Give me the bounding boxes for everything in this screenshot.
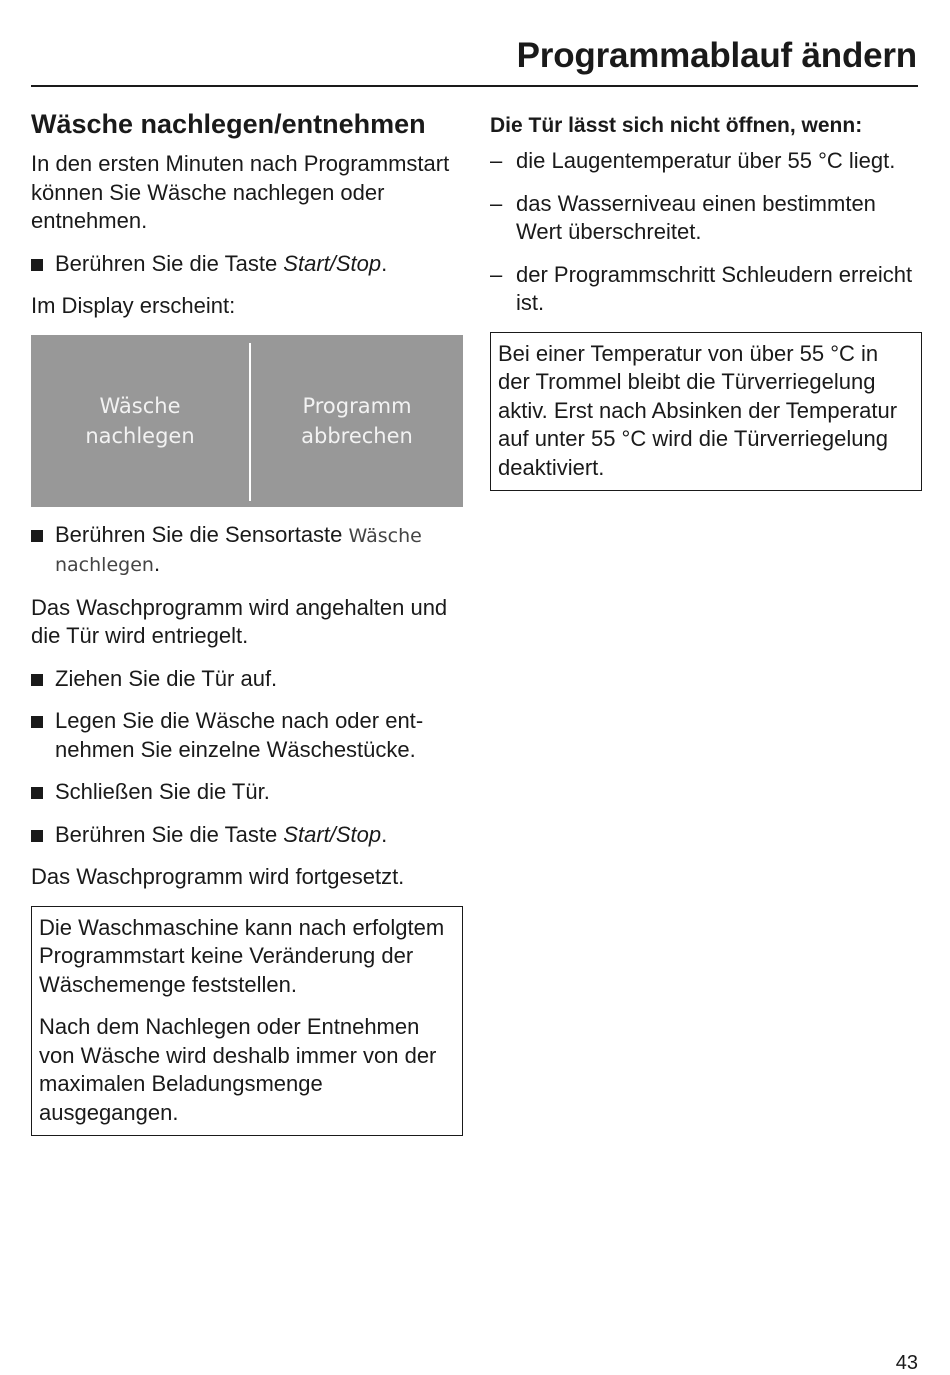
display-key-waesche-nachlegen[interactable] xyxy=(31,391,249,451)
display-key-programm-abbrechen[interactable] xyxy=(251,391,463,451)
display-intro: Im Display erscheint: xyxy=(31,293,236,319)
list-item xyxy=(490,147,922,176)
step-end: . xyxy=(381,821,388,847)
step-end: . xyxy=(381,250,388,276)
paragraph-continued: Das Waschprogramm wird fortgesetzt. xyxy=(31,864,405,890)
square-bullet-icon xyxy=(31,787,43,799)
square-bullet-icon xyxy=(31,830,43,842)
square-bullet-icon xyxy=(31,674,43,686)
left-column xyxy=(31,108,463,1136)
key-name: Start/Stop xyxy=(283,250,382,276)
right-column xyxy=(490,108,922,491)
step-text: Berühren Sie die Sensortaste xyxy=(55,521,349,547)
display-key-label-line1: Wäsche xyxy=(99,393,181,418)
step-text: Berühren Sie die Taste xyxy=(55,250,284,276)
note-paragraph: Die Waschmaschine kann nach erfolgtem Programmstart keine Veränderung der Wäschemenge feststellen. xyxy=(39,914,445,997)
step-touch-sensor-key xyxy=(31,521,463,580)
dash-bullet: – xyxy=(490,261,503,287)
note-box-load-detection xyxy=(31,906,463,1137)
section-heading: Wäsche nachlegen/entnehmen xyxy=(31,109,426,139)
step-text: Berühren Sie die Taste xyxy=(55,821,284,847)
step-touch-start-stop xyxy=(31,250,463,279)
step-end: . xyxy=(153,551,161,577)
step-open-door xyxy=(31,665,463,694)
list-item-text: das Wasserniveau einen bestimmten Wert überschreitet. xyxy=(516,190,876,245)
note-paragraph: Nach dem Nachlegen oder Entnehmen von Wäsche wird deshalb immer von der maximalen Beladungsmenge ausgegangen. xyxy=(39,1014,437,1125)
note-paragraph: Bei einer Temperatur von über 55 °C in der Trommel bleibt die Türverriegelung aktiv. Erst nach Absinken der Temperatur auf unter 55 °C wird die Türverriegelung deaktiviert. xyxy=(498,340,898,480)
list-item xyxy=(490,261,922,318)
list-item-text: die Laugentemperatur über 55 °C liegt. xyxy=(516,148,896,174)
step-touch-start-stop-again xyxy=(31,821,463,850)
intro-paragraph: In den ersten Minuten nach Programmstart können Sie Wäsche nachlegen oder entnehmen. xyxy=(31,151,450,234)
step-close-door xyxy=(31,778,463,807)
note-box-temperature xyxy=(490,332,922,492)
step-text: Schließen Sie die Tür. xyxy=(55,779,270,805)
page-title: Programmablauf ändern xyxy=(516,36,917,75)
display-key-label-line1: Programm xyxy=(302,393,412,418)
door-conditions-list xyxy=(490,147,922,318)
page-number: 43 xyxy=(895,1352,918,1374)
sensor-key-name: Wäsche nachlegen xyxy=(55,524,422,577)
list-item xyxy=(490,190,922,247)
step-text: Legen Sie die Wäsche nach oder entnehmen Sie einzelne Wäschestücke. xyxy=(55,708,424,762)
step-text: Ziehen Sie die Tür auf. xyxy=(55,665,278,691)
list-item-text: der Programmschritt Schleudern erreicht ist. xyxy=(516,261,913,316)
door-heading: Die Tür lässt sich nicht öffnen, wenn: xyxy=(490,114,863,137)
paragraph-paused: Das Waschprogramm wird angehalten und die Tür wird entriegelt. xyxy=(31,594,448,649)
display-key-label-line2: abbrechen xyxy=(301,423,413,448)
square-bullet-icon xyxy=(31,716,43,728)
square-bullet-icon xyxy=(31,530,43,542)
dash-bullet: – xyxy=(490,190,503,216)
display-key-label-line2: nachlegen xyxy=(85,423,195,448)
dash-bullet: – xyxy=(490,148,503,174)
header-rule xyxy=(31,85,918,87)
square-bullet-icon xyxy=(31,259,43,271)
display-panel xyxy=(31,335,463,507)
step-add-remove-laundry xyxy=(31,707,463,764)
key-name: Start/Stop xyxy=(283,821,382,847)
